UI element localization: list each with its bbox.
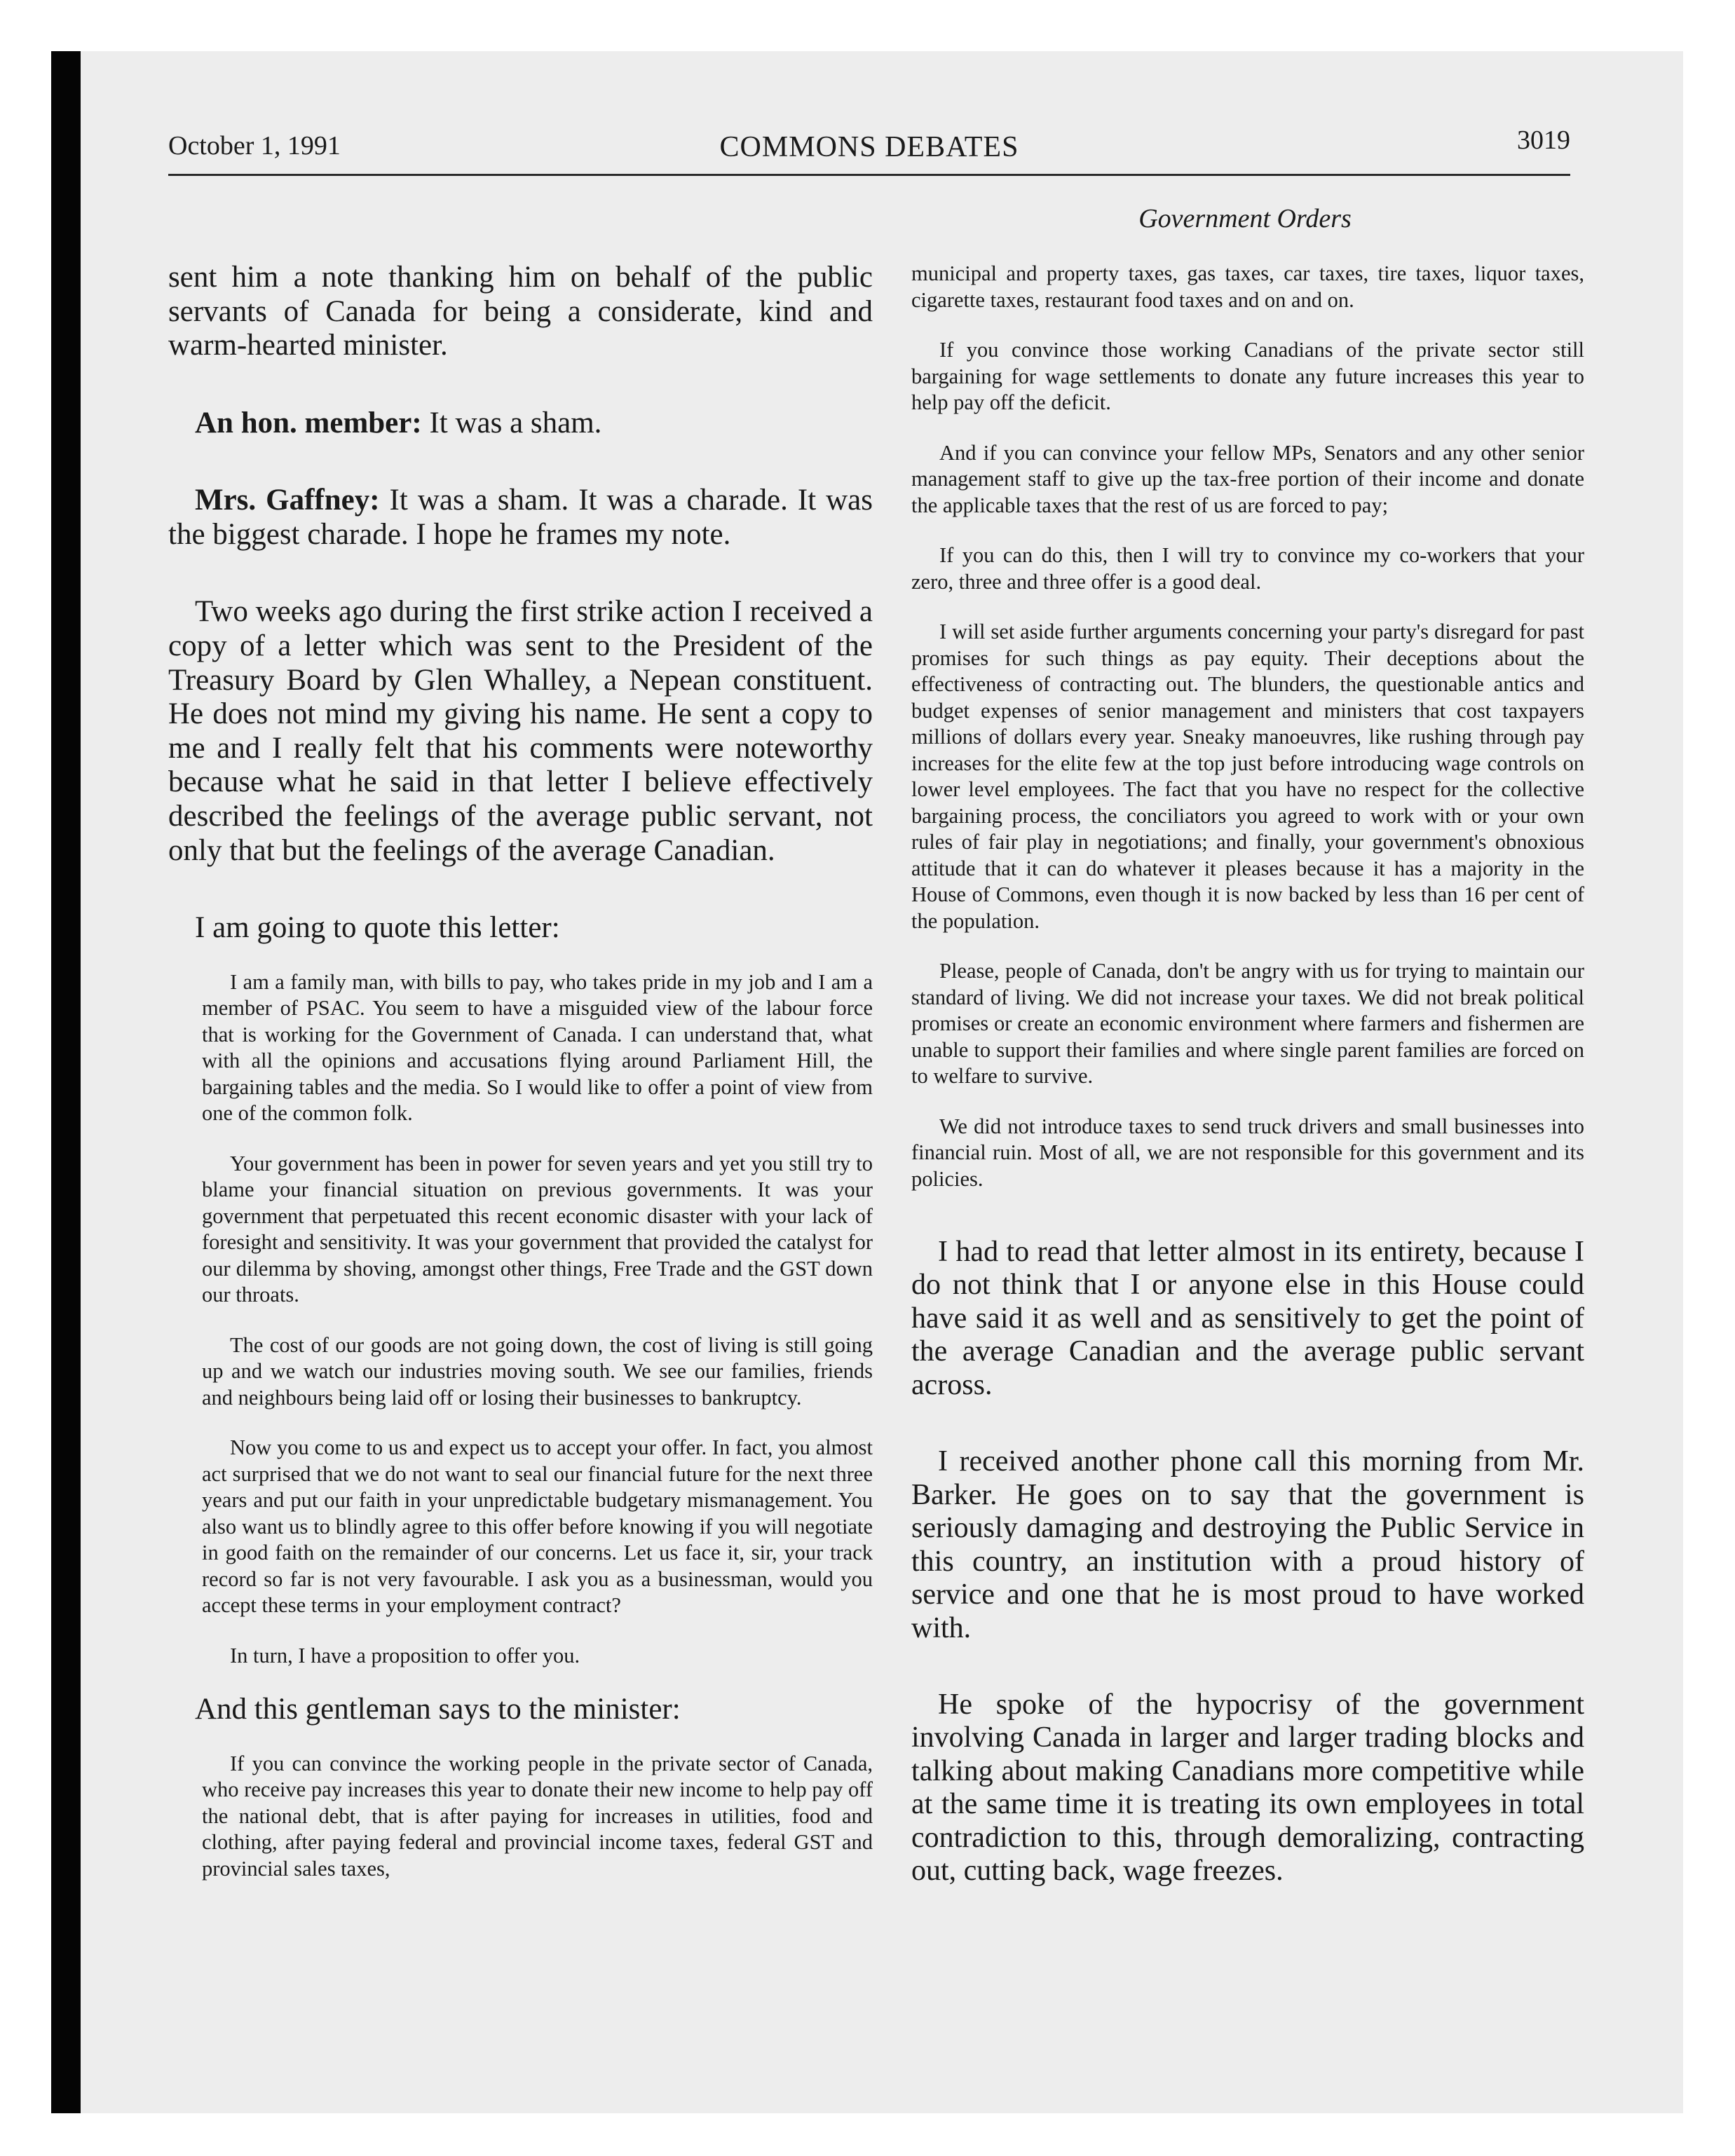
quoted-letter-paragraph [202, 1751, 873, 1883]
speech-text: I had to read that letter almost in its entirety, because I do not think that I or anyone else in this House could have said it as well and as sensitively to get the point of the average Canadian and the average public servant across. [911, 1236, 1584, 1401]
quoted-letter-paragraph [202, 1332, 873, 1412]
quote-text: If you can convince the working people in the private sector of Canada, who receive pay increases this year to donate their new income to help pay off the national debt, that is after paying for increases in utilities, food and clothing, after paying federal and provincial income taxes, federal GST and provincial sales taxes, [202, 1751, 873, 1881]
header-title: COMMONS DEBATES [719, 131, 1019, 163]
quote-text: Now you come to us and expect us to accept your offer. In fact, you almost act surprised that we do not want to seal our financial future for the next three years and put our faith in your unpredictable budgetary mismanagement. You also want us to blindly agree to this offer before knowing if you will negotiate in good faith on the remainder of our concerns. Let us face it, sir, your track record so far is not very favourable. I ask you as a businessman, would you accept these terms in your employment contract? [202, 1435, 873, 1618]
speech-text: It was a sham. It was a charade. It was the biggest charade. I hope he frames my note. [168, 484, 873, 551]
header-date: October 1, 1991 [168, 131, 341, 161]
quote-text: I am a family man, with bills to pay, who takes pride in my job and I am a member of PSAC. You seem to have a misguided view of the labour force that is working for the Government of Canada. I can understand that, what with all the opinions and accusations flying around Parliament Hill, the bargaining tables and the media. So I would like to offer a point of view from one of the common folk. [202, 969, 873, 1126]
speech-paragraph [911, 1688, 1584, 1888]
speech-text: He spoke of the hypocrisy of the government involving Canada in larger and larger trading blocks and talking about making Canadians more competitive while at the same time it is treating its own employees in total contradiction to this, through demoralizing, contracting out, cutting back, wage freezes. [911, 1688, 1584, 1888]
quoted-letter-paragraph [202, 969, 873, 1127]
quote-text: And if you can convince your fellow MPs, Senators and any other senior management staff to give up the tax-free portion of their income and donate the applicable taxes that the rest of us are forced to pay; [911, 440, 1584, 517]
quoted-letter-paragraph [911, 440, 1584, 519]
speech-paragraph [168, 407, 873, 441]
quoted-letter-paragraph [911, 337, 1584, 416]
quote-text: If you can do this, then I will try to convince my co-workers that your zero, three and three offer is a good deal. [911, 543, 1584, 594]
section-title: Government Orders [1138, 204, 1352, 233]
speech-text: Two weeks ago during the first strike action I received a copy of a letter which was sent to the President of the Treasury Board by Glen Whalley, a Nepean constituent. He does not mind my giving his name. He sent a copy to me and I really felt that his comments were noteworthy because what he said in that letter I believe effectively described the feelings of the average public servant, not only that but the feelings of the average Canadian. [168, 595, 873, 867]
quote-text: The cost of our goods are not going down, the cost of living is still going up and we watch our industries moving south. We see our families, friends and neighbours being laid off or losing their businesses to bankruptcy. [202, 1332, 873, 1410]
right-column [911, 261, 1584, 1888]
quote-text: I will set aside further arguments concerning your party's disregard for past promises for such things as pay equity. Their deceptions about the effectiveness of contracting out. The blunders, the questionable antics and budget expenses of senior management and ministers that cost taxpayers millions of dollars every year. Sneaky manoeuvres, like rushing through pay increases for the elite few at the top just before introducing wage controls on lower level employees. The fact that you have no respect for the collective bargaining process, the conciliators you agreed to work with or your own rules of fair play in negotiations; and finally, your government's obnoxious attitude that it can do whatever it pleases because it has a majority in the House of Commons, even though it is now backed by less than 16 per cent of the population. [911, 620, 1584, 933]
speech-paragraph [911, 1236, 1584, 1402]
speech-text: I received another phone call this morning from Mr. Barker. He goes on to say that the government is seriously damaging and destroying the Public Service in this country, an institution with a proud history of service and one that he is most proud to have worked with. [911, 1445, 1584, 1644]
speech-paragraph [911, 1445, 1584, 1645]
speech-paragraph [168, 595, 873, 868]
quote-text: Your government has been in power for seven years and yet you still try to blame your financial situation on previous governments. It was your government that perpetuated this recent economic disaster with your lack of foresight and sensitivity. It was your government that provided the catalyst for our dilemma by shoving, amongst other things, Free Trade and the GST down our throats. [202, 1151, 873, 1307]
speech-paragraph [168, 484, 873, 552]
speech-paragraph: sent him a note thanking him on behalf of the public servants of Canada for being a considerate, kind and warm-hearted minister. [168, 261, 873, 362]
quote-text: If you convince those working Canadians of the private sector still bargaining for wage settlements to donate any future increases this year to help pay off the deficit. [911, 338, 1584, 414]
quoted-letter-paragraph [911, 619, 1584, 934]
quoted-letter-paragraph [202, 1435, 873, 1619]
left-column [168, 261, 873, 1882]
quote-text: We did not introduce taxes to send truck drivers and small businesses into financial ruin. Most of all, we are not responsible for this government and its policies. [911, 1114, 1584, 1191]
quoted-letter-paragraph [202, 1643, 873, 1670]
quoted-letter-paragraph [911, 958, 1584, 1090]
scan-border [51, 51, 81, 2113]
page-header [168, 125, 1570, 176]
speaker-name: An hon. member: [195, 406, 422, 439]
quoted-letter-paragraph [202, 1151, 873, 1309]
quoted-letter-paragraph [911, 543, 1584, 595]
quoted-letter-paragraph [911, 261, 1584, 313]
speaker-name: Mrs. Gaffney: [195, 484, 380, 517]
quoted-letter-paragraph [911, 1114, 1584, 1193]
quote-text: Please, people of Canada, don't be angry with us for trying to maintain our standard of living. We did not increase your taxes. We did not break political promises or create an economic environment where farmers and fishermen are unable to support their families and where single parent families are forced on to welfare to survive. [911, 959, 1584, 1088]
page-number: 3019 [1517, 125, 1570, 155]
quote-lead-in: I am going to quote this letter: [195, 911, 560, 945]
speech-text: It was a sham. [421, 406, 602, 439]
quote-lead-in: And this gentleman says to the minister: [195, 1693, 681, 1726]
quote-text: municipal and property taxes, gas taxes, car taxes, tire taxes, liquor taxes, cigarette taxes, restaurant food taxes and on and on. [911, 261, 1584, 312]
quote-text: In turn, I have a proposition to offer you. [230, 1643, 580, 1667]
